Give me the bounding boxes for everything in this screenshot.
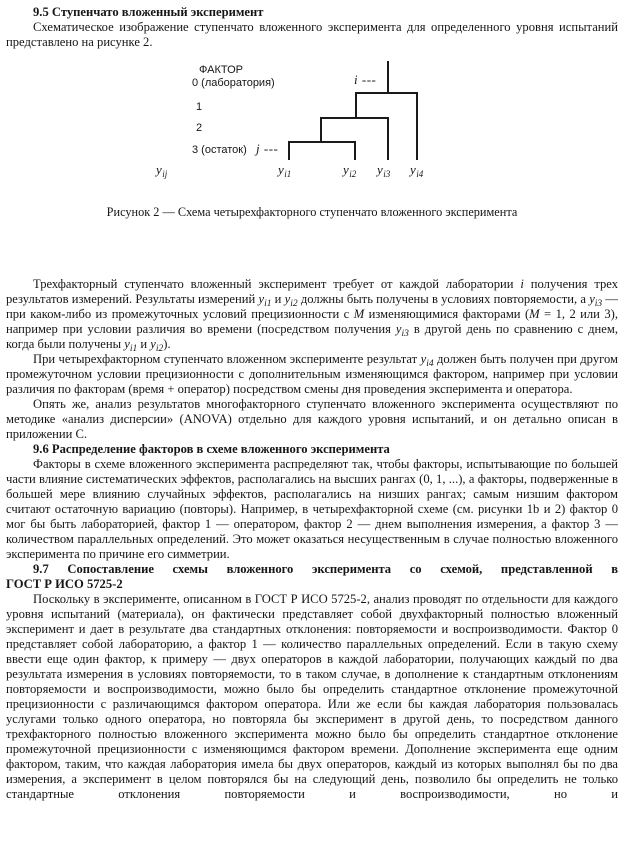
paragraph-factor-allocation: Факторы в схеме вложенного эксперимента распределяют так, чтобы факторы, испытывающие по большей части влияние систематических эффектов, располагались на высших рангах (0, 1, ...), а факторы, подверженные в большей мере влиянию случайных эффектов, располагались на низших рангах; самым низшим фактором считают остаточную вариацию (повторы). Например, в четырехфакторной схеме (см. рисунки 1b и 2) фактор 0 мог бы быть лабораторией, фактор 1 — оператором, фактор 2 — днем выполнения измерения, а фактор 3 — количеством параллельных определений. Это может оказаться несущественным в случае полностью вложенного эксперимента по причине его симметрии. [6,457,618,561]
staggered-nested-diagram [150,61,460,191]
y-i4-label: $y_{i4}$ [410,162,424,179]
y-i2-label: $y_{i2}$ [343,162,357,179]
index-j-label: j --- [256,141,279,156]
section-heading-9-7-line2: ГОСТ Р ИСО 5725-2 [6,577,123,591]
tree-line-split2 [320,117,388,119]
tree-line-split1 [355,92,418,94]
paragraph-intro: Схематическое изображение ступенчато вложенного эксперимента для определенного уровня испытаний представлено на рисунке 2. [6,20,618,49]
figure-2 [6,50,618,277]
factor-2-label: 2 [196,122,203,134]
y-i1-label: $y_{i1}$ [278,162,292,179]
paragraph-four-factor: При четырехфакторном ступенчато вложенном эксперименте результат $y_{i4}$ должен быть получен при другом промежуточном условии прецизионности с дополнительным изменяющимся фактором, например при условии различия по факторам (время + оператор) посредством смены дня проведения эксперимента и оператора. [6,352,618,396]
paragraph-gost-comparison: Поскольку в эксперименте, описанном в ГОСТ Р ИСО 5725-2, анализ проводят по отдельности для каждого уровня испытаний (материала), он фактически представляет собой двухфакторный полностью вложенный эксперимент и дает в результате два стандартных отклонения: повторяемости и воспроизводимости. Фактор 0 представляет собой лабораторию, а фактор 1 — количество параллельных определений. Если в такую схему ввести еще один фактор, к примеру — двух операторов в каждой лаборатории, получающих каждый по два результата измерения в условиях повторяемости, то в таком случае, в дополнение к стандартным отклонениям повторяемости и воспроизводимости, можно было бы определить стандартное отклонение промежуточной прецизионности с различающимся фактором оператора. Или же если бы каждая лаборатория пользовалась услугами только одного оператора, но повторяла бы эксперимент в другой день, то посредством данного трехфакторного полностью вложенного эксперимента можно было бы определить стандартное отклонение промежуточной прецизионности с изменяющимся фактором времени. Дополнение эксперимента еще одним фактором, таким, что каждая лаборатория имела бы двух операторов, каждый из которых выполнял бы по два измерения, а эксперимент в целом повторялся бы на следующий день, позволило бы определить не только стандартные отклонения повторяемости и воспроизводимости, но и [6,592,618,801]
tree-line-root [387,61,389,93]
factor-3-label: 3 (остаток) [192,144,247,156]
section-heading-9-6: 9.6 Распределение факторов в схеме вложенного эксперимента [33,442,390,456]
figure-caption: Рисунок 2 — Схема четырехфакторного ступенчато вложенного эксперимента [106,205,518,219]
y-i3-label: $y_{i3}$ [377,162,391,179]
tree-line-drop-yi4 [416,92,418,160]
section-heading-9-5: 9.5 Ступенчато вложенный эксперимент [33,5,264,19]
tree-line-drop-yi3 [387,117,389,160]
section-heading-9-7-line1: 9.7 Сопоставление схемы вложенного эксперимента со схемой, представленной в [33,562,618,576]
index-i-label: i --- [354,72,377,87]
tree-line-drop-yi2 [354,141,356,160]
factor-header-label: ФАКТОР [199,64,243,76]
tree-line-branch2 [320,117,322,142]
factor-0-label: 0 (лаборатория) [192,77,275,89]
tree-line-split3 [288,141,356,143]
y-ij-label: $y_{ij}$ [156,162,168,179]
tree-line-branch1 [355,92,357,118]
paragraph-anova: Опять же, анализ результатов многофакторного ступенчато вложенного эксперимента осуществляют по методике «анализ дисперсии» (ANOVA) отдельно для каждого уровня испытаний, и он детально описан в приложении С. [6,397,618,441]
paragraph-three-factor: Трехфакторный ступенчато вложенный эксперимент требует от каждой лаборатории i получения трех результатов измерений. Результаты измерений $y_{i1}$ и $y_{i2}$ должны быть получены в условиях повторяемости, а $y_{i3}$ — при каком-либо из промежуточных условий прецизионности с M изменяющимися факторами (M = 1, 2 или 3), например при условии различия во времени (посредством получения $y_{i3}$ в другой день по сравнению с днем, когда были получены $y_{i1}$ и $y_{i2}$). [6,277,619,354]
factor-1-label: 1 [196,101,203,113]
section-heading-9-7 [6,562,618,592]
tree-line-drop-yi1 [288,141,290,160]
